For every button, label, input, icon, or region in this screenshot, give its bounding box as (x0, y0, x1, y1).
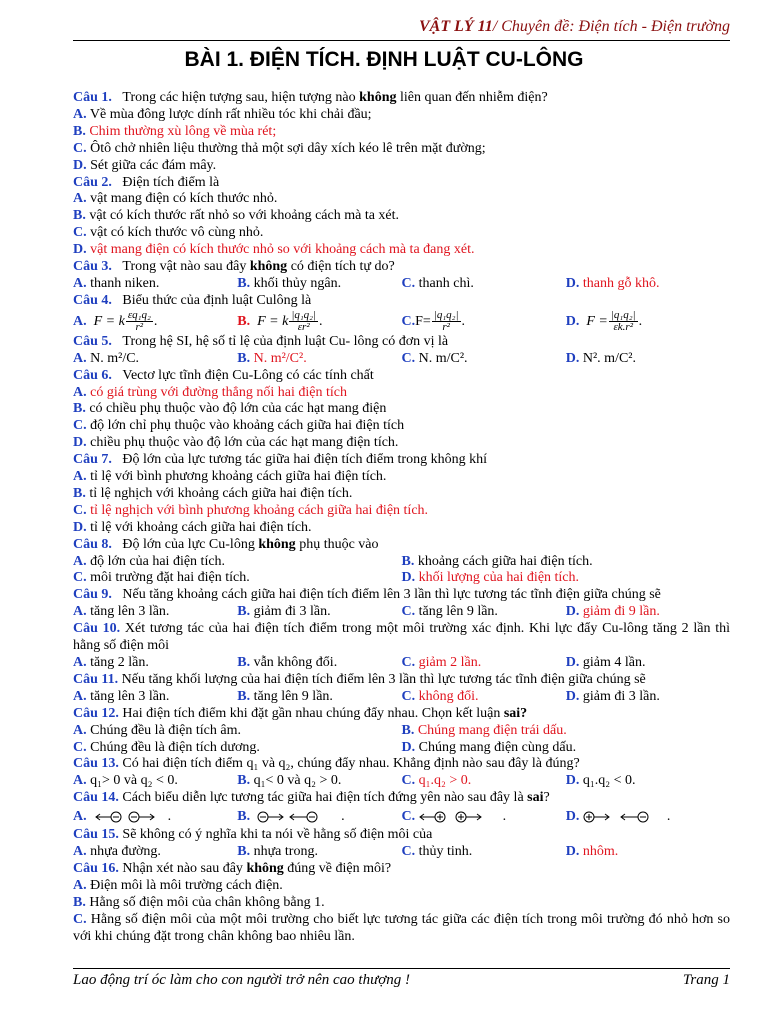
header-rule (73, 40, 730, 41)
page-header (73, 18, 730, 36)
option-d: D. tỉ lệ với khoảng cách giữa hai điện tích. (73, 519, 312, 535)
question-9: Câu 9. Nếu tăng khoảng cách giữa hai điện tích điểm lên 3 lần thì lực tương tác tĩnh điện giữa chúng sẽ (73, 587, 661, 603)
charge-diagram-options-row (73, 807, 730, 827)
options-row: A. nhựa đường. B. nhựa trong. C. thủy tinh. D. nhôm. (73, 844, 730, 861)
options-row: A. độ lớn của hai điện tích. B. khoảng cách giữa hai điện tích. (73, 553, 593, 569)
question-list (73, 90, 730, 946)
option-d: D. chiều phụ thuộc vào độ lớn của các hạt mang điện tích. (73, 435, 399, 451)
page-number: Trang 1 (682, 972, 730, 988)
footer-motto: Lao động trí óc làm cho con người trở nên cao thượng ! (73, 972, 411, 988)
option-d-correct: D. giảm đi 9 lần. (565, 604, 660, 620)
option-c: C. Ôtô chở nhiên liệu thường thả một sợi dây xích kéo lê trên mặt đường; (73, 140, 486, 156)
option-a: A. Điện môi là môi trường cách điện. (73, 877, 283, 893)
formula-a: A. F = k $\frac{\text{εq₁q₂}}{\text{r²}}$ . (73, 309, 158, 334)
charge-diagram-b: B. . (237, 809, 345, 825)
option-d-correct: D. vật mang điện có kích thước nhỏ so với khoảng cách mà ta đang xét. (73, 242, 475, 258)
question-7: Câu 7. Độ lớn của lực tương tác giữa hai điện tích điểm trong không khí (73, 452, 487, 468)
option-b: B. Hằng số điện môi của chân không bằng 1. (73, 894, 325, 910)
option-b: B. có chiều phụ thuộc vào độ lớn của các hạt mang điện (73, 401, 387, 417)
option-b: B. vật có kích thước rất nhỏ so với khoảng cách mà ta xét. (73, 208, 400, 224)
options-row: A. thanh niken. B. khối thủy ngân. C. thanh chì. D. thanh gỗ khô. (73, 276, 730, 293)
question-11: Câu 11. Nếu tăng khối lượng của hai điện tích điểm lên 3 lần thì lực tương tác tĩnh điện giữa chúng sẽ (73, 671, 646, 687)
attraction-opposite-charges-icon (583, 811, 663, 823)
question-3: Câu 3. Trong vật nào sau đây không có điện tích tự do? (73, 259, 395, 275)
option-d-correct: D. khối lượng của hai điện tích. (401, 570, 580, 586)
formula-b-correct: B. F = k $\frac{\text{|q₁q₂|}}{\text{εr²}}$ . (237, 309, 323, 334)
page-footer (73, 968, 730, 989)
options-row: C. Chúng đều là điện tích dương. D. Chúng mang điện cùng dấu. (73, 739, 577, 755)
option-c-correct: C. không đổi. (401, 688, 479, 704)
option-c-correct: C. q₁.q₂ > 0. (401, 773, 472, 789)
question-4: Câu 4. Biểu thức của định luật Culông là (73, 292, 312, 308)
charge-diagram-c: C. . (401, 809, 507, 825)
option-d-correct: D. nhôm. (565, 844, 619, 860)
question-16: Câu 16. Nhận xét nào sau đây không đúng về điện môi? (73, 860, 392, 876)
option-d: D. Sét giữa các đám mây. (73, 157, 217, 173)
question-10: Câu 10. Xét tương tác của hai điện tích điểm trong một môi trường xác định. Khi lực đẩy Cu-lông tăng 2 lần thì hằng số điện môi (73, 621, 730, 654)
charge-diagram-a: A. . (73, 809, 172, 825)
option-a: A. vật mang điện có kích thước nhỏ. (73, 191, 278, 207)
option-a: A. Về mùa đông lược dính rất nhiều tóc khi chải đầu; (73, 106, 372, 122)
option-c-correct: C. tỉ lệ nghịch với bình phương khoảng cách giữa hai điện tích. (73, 502, 429, 518)
question-15: Câu 15. Sẽ không có ý nghĩa khi ta nói về hằng số điện môi của (73, 827, 433, 843)
formula-d: D. F = $\frac{\text{|q₁q₂|}}{\text{εk.r²}}$ . (565, 309, 643, 334)
option-d-correct: D. thanh gỗ khô. (565, 275, 660, 291)
question-label: Câu 1. (73, 90, 112, 105)
question-text-end: liên quan đến nhiễm điện? (396, 90, 548, 105)
question-12: Câu 12. Hai điện tích điểm khi đặt gần nhau chúng đẩy nhau. Chọn kết luận sai? (73, 705, 528, 721)
options-row: A. N. m²/C. B. N. m²/C². C. N. m/C². D. N². m/C². (73, 350, 636, 366)
header-separator: / (492, 18, 502, 35)
option-c-correct: C. giảm 2 lần. (401, 655, 482, 670)
formula-c: C.F= $\frac{\text{|q₁q₂|}}{\text{r²}}$ . (401, 309, 466, 334)
options-row: C. môi trường đặt hai điện tích. D. khối lượng của hai điện tích. (73, 570, 730, 587)
option-c: C. vật có kích thước vô cùng nhỏ. (73, 225, 264, 241)
options-row: A. q₁> 0 và q₂ < 0. B. q₁< 0 và q₂ > 0. C. q₁.q₂ > 0. D. q₁.q₂ < 0. (73, 773, 636, 789)
options-row: A. tăng lên 3 lần. B. tăng lên 9 lần. C. không đổi. D. giảm đi 3 lần. (73, 688, 660, 704)
question-6: Câu 6. Vectơ lực tĩnh điện Cu-Lông có các tính chất (73, 367, 374, 383)
header-topic: Chuyên đề: Điện tích - Điện trường (501, 18, 730, 35)
option-a: A. tỉ lệ với bình phương khoảng cách giữa hai điện tích. (73, 469, 387, 485)
options-row: A. tăng 2 lần. B. vẫn không đổi. C. giảm 2 lần. D. giảm 4 lần. (73, 655, 646, 670)
repulsion-negative-charges-icon (94, 811, 164, 823)
formula-options-row (73, 310, 730, 334)
question-2: Câu 2. Điện tích điểm là (73, 174, 220, 190)
repulsion-positive-charges-icon (419, 811, 499, 823)
question-5: Câu 5. Trong hệ SI, hệ số tỉ lệ của định luật Cu- lông có đơn vị là (73, 333, 449, 349)
options-row: A. Chúng đều là điện tích âm. B. Chúng mang điện trái dấu. (73, 723, 730, 740)
attraction-negative-charges-icon (257, 811, 337, 823)
charge-diagram-d-correct: D. . (565, 809, 671, 825)
option-b-correct: B. Chim thường xù lông về mùa rét; (73, 123, 277, 139)
question-text: Trong các hiện tượng sau, hiện tượng nào (122, 90, 360, 105)
question-8: Câu 8. Độ lớn của lực Cu-lông không phụ thuộc vào (73, 536, 379, 552)
option-a-correct: A. có giá trùng với đường thẳng nối hai điện tích (73, 384, 347, 400)
question-13: Câu 13. Có hai điện tích điểm q₁ và q₂, chúng đẩy nhau. Khẳng định nào sau đây là đúng? (73, 756, 580, 772)
option-b-correct: B. Chúng mang điện trái dấu. (401, 722, 567, 738)
question-emphasis: không (359, 90, 397, 105)
lesson-title: BÀI 1. ĐIỆN TÍCH. ĐỊNH LUẬT CU-LÔNG (184, 48, 584, 71)
question-14: Câu 14. Cách biểu diễn lực tương tác giữa hai điện tích đứng yên nào sau đây là sai? (73, 790, 550, 806)
option-c: C. Hằng số điện môi của một môi trường cho biết lực tương tác giữa các điện tích trong môi trường đó nhỏ hơn so với khi chúng đặt trong chân không bao nhiêu lần. (73, 911, 731, 944)
option-c: C. độ lớn chỉ phụ thuộc vào khoảng cách giữa hai điện tích (73, 418, 405, 434)
option-b-correct: B. N. m²/C². (237, 350, 307, 366)
header-subject: VẬT LÝ 11 (419, 18, 493, 35)
options-row: A. tăng lên 3 lần. B. giảm đi 3 lần. C. tăng lên 9 lần. D. giảm đi 9 lần. (73, 604, 730, 621)
option-b: B. tỉ lệ nghịch với khoảng cách giữa hai điện tích. (73, 485, 353, 501)
question-1 (73, 90, 730, 107)
